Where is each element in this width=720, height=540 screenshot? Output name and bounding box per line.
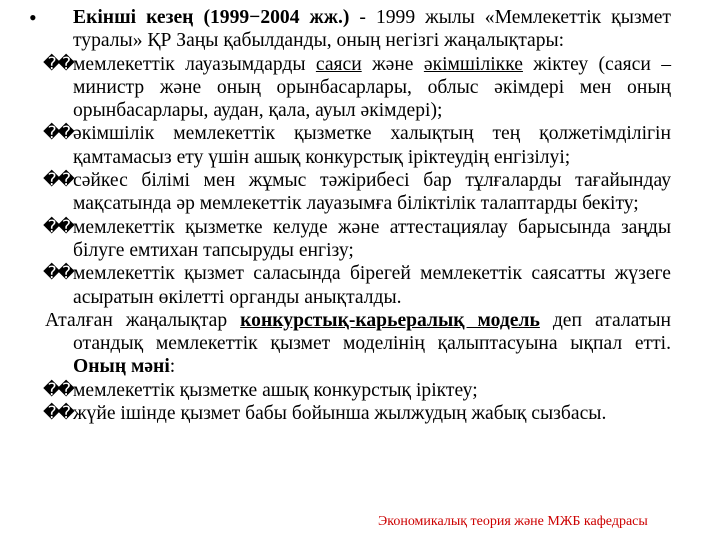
intro-paragraph [29,5,671,53]
list-item [45,122,671,169]
list-item-text: және [361,53,424,75]
list-item [45,169,671,216]
list-item [45,402,671,425]
summary-colon: : [169,356,176,378]
list-item [45,216,671,263]
administrative-term: әкімшілікке [423,53,523,75]
department-footer: Экономикалық теория және МЖБ кафедрасы [378,514,648,529]
square-bullet-icon: �� [43,216,72,237]
intro-text: - 1999 жылы «Мемлекеттік қызмет туралы» ҚР Заңы қабылданды, оның негізгі жаңалықтары: [73,7,671,52]
list-item-text: сәйкес білімі мен жұмыс тәжірибесі бар тұлғаларды тағайындау мақсатында әр мемлекеттік лауазымға біліктілік талаптарды бекіту; [73,170,671,215]
list-item-text: мемлекеттік қызметке ашық конкурстық іріктеу; [73,379,478,401]
list-item-text: мемлекеттік лауазымдарды [73,53,316,75]
political-term: саяси [315,53,362,75]
square-bullet-icon: �� [43,379,72,400]
summary-text: Аталған жаңалықтар [45,309,241,331]
square-bullet-icon: �� [43,263,72,284]
career-model-term: конкурстық-карьералық модель [240,309,540,331]
square-bullet-icon: �� [43,403,72,424]
square-bullet-icon: �� [43,53,72,74]
square-bullet-icon: �� [43,123,72,144]
list-item-text: мемлекеттік қызметке келуде және аттестациялау барысында заңды білуге емтихан тапсыруды енгізу; [73,216,671,261]
list-item-text: жүйе ішінде қызмет бабы бойынша жылжудың жабық сызбасы. [73,403,607,425]
summary-paragraph [45,309,671,379]
list-item-text: жіктеу (саяси – министр және оның орынбасарлары, облыс әкімдері мен оның орынбасарлары, аудан, қала, ауыл әкімдері); [73,53,671,122]
list-item [45,379,671,402]
list-item [45,262,671,309]
summary-text: деп аталатын отандық мемлекеттік қызмет моделінің қалыптасуына ықпал етті. [73,309,671,355]
period-heading: Екінші кезең (1999−2004 жж.) [73,7,350,28]
list-item [45,53,671,123]
meaning-label: Оның мәні [73,356,170,378]
list-item-text: мемлекеттік қызмет саласында бірегей мемлекеттік саясатты жүзеге асыратын өкілетті органды анықталды. [73,263,671,308]
square-bullet-icon: �� [43,170,72,191]
list-item-text: әкімшілік мемлекеттік қызметке халықтың тең қолжетімділігін қамтамасыз ету үшін ашық конкурстық іріктеудің енгізілуі; [73,123,671,168]
slide-body [29,5,671,425]
bullet-dot-icon: • [29,5,37,30]
